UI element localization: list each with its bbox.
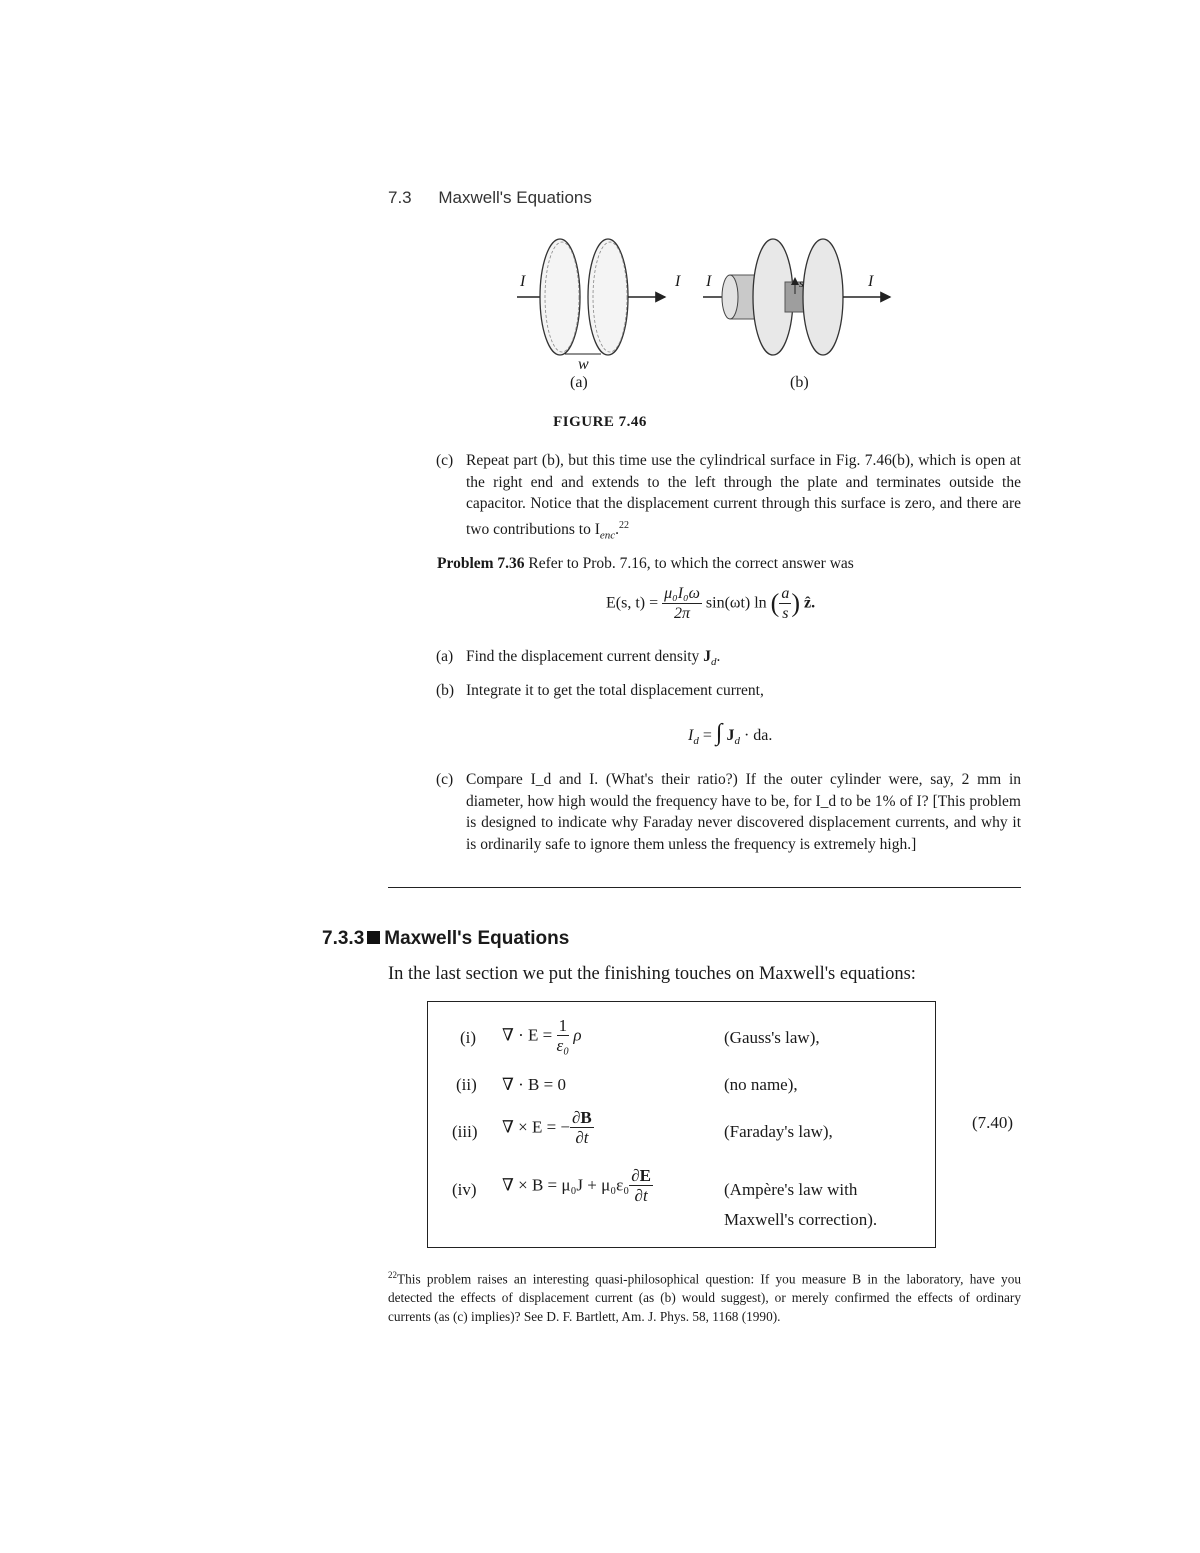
- eq-iv-note: (Ampère's law with: [724, 1180, 858, 1199]
- problem-eq-num: μ₀I₀ω: [664, 585, 700, 602]
- eq-iv-body: [502, 1166, 653, 1205]
- eq-i-body: [502, 1016, 582, 1055]
- part-b-eq-sub: d: [693, 735, 699, 748]
- eq-iv-label: (iv): [452, 1180, 477, 1199]
- part-b-eq-rhs: J: [726, 727, 735, 744]
- part-a-sub: d: [710, 656, 717, 669]
- header-section-number: 7.3: [388, 188, 412, 207]
- part-c2-label: (c): [436, 771, 454, 788]
- figure-b-radius-label: s: [799, 276, 804, 290]
- eq-i-note: (Gauss's law),: [724, 1028, 820, 1047]
- part-a-sym: J: [703, 648, 711, 665]
- problem-eq-paren-den: s: [782, 605, 789, 622]
- part-a-end: .: [716, 648, 721, 665]
- part-b-eq-mid: =: [702, 727, 712, 744]
- eq-i-frac-bot: ε₀: [556, 1036, 570, 1055]
- part-c1-label: (c): [436, 452, 454, 469]
- eq-iii-fraction: [570, 1108, 594, 1147]
- part-c2-text: Compare I_d and I. (What's their ratio?) If the outer cylinder were, say, 2 mm in diameter, how high would the frequency have to be, for I_d to be 1% of I? [This problem is designed to indicate why Faraday never discovered displacement currents, and why it is ordinarily safe to ignore them unless the frequency is extremely high.]: [466, 771, 1021, 853]
- eq-i-label: (i): [460, 1028, 477, 1047]
- eq-iii-lhs: ∇ × E = −: [502, 1117, 571, 1137]
- part-a-label: (a): [436, 648, 454, 665]
- eq-iv-note2: Maxwell's correction).: [724, 1210, 878, 1229]
- section-heading: [322, 928, 569, 950]
- figure-b-plates: [703, 239, 890, 355]
- problem-eq-end: ẑ.: [804, 594, 816, 612]
- part-c-displacement: (c) Repeat part (b), but this time use the cylindrical surface in Fig. 7.46(b), which is open at the right end and extends to the left through the plate and terminates outside the capacitor. Notice that the displacement current through this surface is zero, and there are two contributions to $I_{enc}.^{22}$: [436, 452, 1021, 541]
- eq-i-frac-top: 1: [557, 1016, 570, 1036]
- eq-iv-lhs: ∇ × B = μ₀J + μ₀ε₀: [502, 1175, 630, 1195]
- problem-eq-paren-fraction: [779, 584, 791, 623]
- figure-a-current-in-label: I: [520, 273, 526, 290]
- paren-close: ): [791, 588, 800, 618]
- integral-sign: ∫: [715, 720, 723, 746]
- eq-iii-label: (iii): [452, 1122, 478, 1141]
- part-b: [436, 680, 1021, 702]
- header-section-title: Maxwell's Equations: [438, 188, 592, 207]
- problem-text: Refer to Prob. 7.16, to which the correct answer was: [528, 555, 854, 572]
- section-title: Maxwell's Equations: [384, 928, 570, 949]
- figure-a-gap-label: w: [578, 356, 589, 373]
- eq-iii-body: [502, 1108, 594, 1147]
- section-number: 7.3.3: [322, 928, 365, 949]
- part-b-eq-rhs-sub: d: [734, 735, 740, 748]
- maxwell-equations-box: [427, 1001, 936, 1248]
- eq-ii-body: ∇ · B = 0: [502, 1075, 566, 1094]
- figure-a-current-out-label: I: [675, 273, 681, 290]
- problem-7-36: [437, 553, 1021, 575]
- running-header: [388, 188, 592, 208]
- eq-ii-note: (no name),: [724, 1075, 798, 1094]
- figure-title: FIGURE 7.46: [553, 414, 647, 430]
- part-b-eq-tail: · da.: [743, 727, 773, 744]
- eq-iv-fraction: [629, 1166, 653, 1205]
- problem-eq-den: 2π: [674, 605, 691, 622]
- part-c1-sub: enc: [599, 528, 616, 541]
- part-b-text: Integrate it to get the total displacement current,: [466, 682, 764, 699]
- eq-ii-label: (ii): [456, 1075, 477, 1094]
- paren-open: (: [770, 588, 780, 618]
- footnote-text: This problem raises an interesting quasi-philosophical question: If you measure B in the laboratory, have you detected the effects of displacement current (as (b) would suggest), or merely confirmed the effects of ordinary currents (as (c) implies)? See D. F. Bartlett, Am. J. Phys. 58, 1168 (1990).: [388, 1271, 1021, 1325]
- eq-iii-note: (Faraday's law),: [724, 1122, 833, 1141]
- section-intro: In the last section we put the finishing touches on Maxwell's equations:: [388, 964, 916, 984]
- footnote: [388, 1266, 1021, 1326]
- eq-i-lhs: ∇ · E =: [502, 1025, 553, 1045]
- problem-eq-rest: sin(ωt) ln: [705, 594, 767, 612]
- capacitor-figure: [505, 232, 905, 412]
- eq-iv-frac-top: ∂E: [631, 1166, 651, 1185]
- problem-eq-paren-num: a: [781, 585, 790, 602]
- figure-a-plates: [517, 239, 665, 355]
- part-c1-text: Repeat part (b), but this time use the cylindrical surface in Fig. 7.46(b), which is open at the right end and extends to the left through the plate and terminates outside the capacitor. Notice that the displacement current through this surface is zero, and there are two contributions to I: [466, 452, 1021, 538]
- part-c-compare: [436, 769, 1021, 855]
- eq-iii-frac-top: ∂B: [572, 1108, 592, 1127]
- square-bullet-icon: [367, 931, 380, 944]
- problem-eq-fraction: [662, 584, 702, 623]
- problem-title: Problem 7.36: [437, 555, 525, 572]
- eq-i-fraction: [557, 1016, 570, 1055]
- part-a-text: Find the displacement current density: [466, 648, 700, 665]
- part-b-label: (b): [436, 682, 455, 699]
- footnote-mark: 22: [388, 1270, 397, 1280]
- eq-iii-frac-bot: ∂t: [575, 1128, 589, 1147]
- problem-equation: [606, 584, 815, 623]
- part-b-equation: [688, 720, 772, 747]
- figure-b-current-out-label: I: [868, 273, 874, 290]
- section-divider: [388, 887, 1021, 888]
- eq-iv-frac-bot: ∂t: [634, 1186, 648, 1205]
- part-b-eq-lhs: I: [688, 727, 694, 744]
- part-a: [436, 646, 1021, 674]
- problem-eq-lhs: E(s, t) =: [606, 594, 659, 612]
- footnote-ref: 22: [619, 519, 630, 531]
- equation-number: (7.40): [972, 1113, 1014, 1132]
- figure-b-current-in-label: I: [706, 273, 712, 290]
- figure-a-caption: (a): [570, 374, 588, 391]
- eq-i-after: ρ: [573, 1025, 582, 1045]
- figure-b-caption: (b): [790, 374, 809, 391]
